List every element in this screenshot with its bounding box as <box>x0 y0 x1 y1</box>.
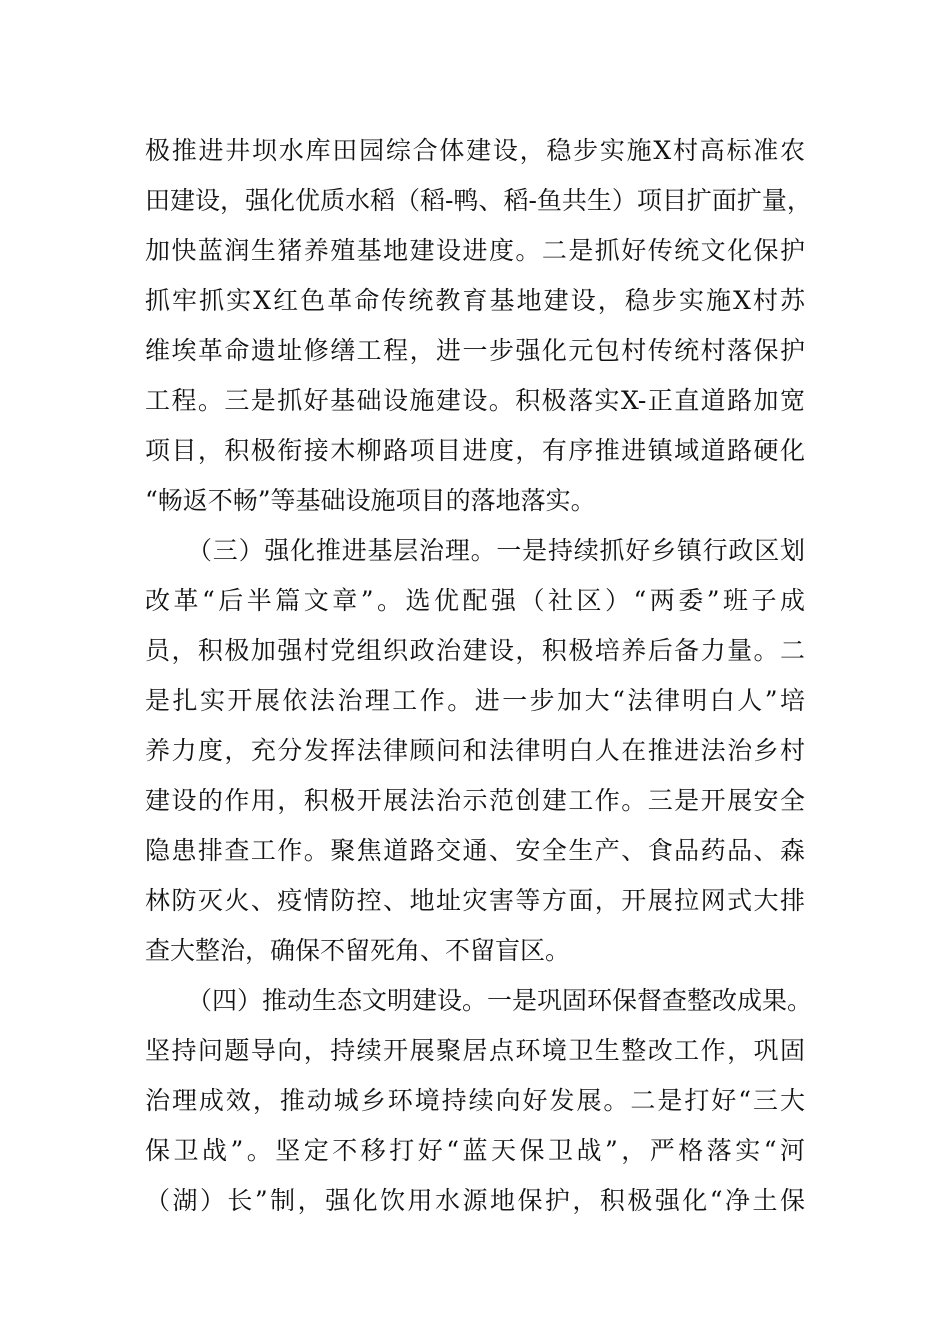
text-line: 隐患排查工作。聚焦道路交通、安全生产、食品药品、森 <box>145 836 805 865</box>
text-line: 员，积极加强村党组织政治建设，积极培养后备力量。二 <box>145 636 805 665</box>
text-line: 保卫战”。坚定不移打好“蓝天保卫战”，严格落实“河 <box>145 1136 805 1165</box>
text-line: 改革“后半篇文章”。选优配强（社区）“两委”班子成 <box>145 586 805 615</box>
text-line: 建设的作用，积极开展法治示范创建工作。三是开展安全 <box>145 786 805 815</box>
text-line: 抓牢抓实X红色革命传统教育基地建设，稳步实施X村苏 <box>145 286 805 315</box>
text-line: 工程。三是抓好基础设施建设。积极落实X-正直道路加宽 <box>145 386 805 415</box>
text-line: 林防灭火、疫情防控、地址灾害等方面，开展拉网式大排 <box>145 886 805 915</box>
paragraph-start-line: （四）推动生态文明建设。一是巩固环保督查整改成果。 <box>187 986 813 1015</box>
text-line: （湖）长”制，强化饮用水源地保护，积极强化“净土保 <box>145 1186 805 1215</box>
text-line: 治理成效，推动城乡环境持续向好发展。二是打好“三大 <box>145 1086 805 1115</box>
text-line: 是扎实开展依法治理工作。进一步加大“法律明白人”培 <box>145 686 805 715</box>
body-text <box>145 126 813 1226</box>
paragraph-start-line: （三）强化推进基层治理。一是持续抓好乡镇行政区划 <box>187 536 805 565</box>
text-line: 加快蓝润生猪养殖基地建设进度。二是抓好传统文化保护 <box>145 236 805 265</box>
text-line: 极推进井坝水库田园综合体建设，稳步实施X村高标准农 <box>145 136 805 165</box>
text-line: 养力度，充分发挥法律顾问和法律明白人在推进法治乡村 <box>145 736 805 765</box>
text-line: 项目，积极衔接木柳路项目进度，有序推进镇域道路硬化 <box>145 436 805 465</box>
text-line: 田建设，强化优质水稻（稻-鸭、稻-鱼共生）项目扩面扩量， <box>145 186 812 215</box>
text-line: 维埃革命遗址修缮工程，进一步强化元包村传统村落保护 <box>145 336 805 365</box>
text-line: “畅返不畅”等基础设施项目的落地落实。 <box>145 486 596 515</box>
text-line: 查大整治，确保不留死角、不留盲区。 <box>145 936 571 965</box>
text-line: 坚持问题导向，持续开展聚居点环境卫生整改工作，巩固 <box>145 1036 805 1065</box>
